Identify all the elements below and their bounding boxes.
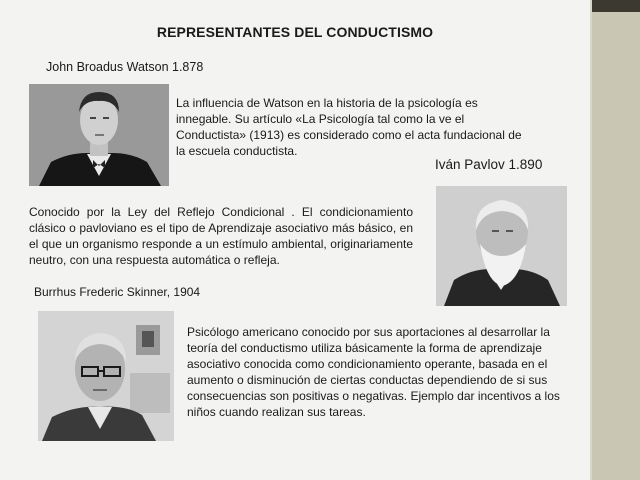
skinner-description: Psicólogo americano conocido por sus aportaciones al desarrollar la teoría del conductismo utiliza básicamente la forma de aprendizaje asociativo conocida como condicionamiento operante, basada en el aumento o disminución de ciertas conductas dependiendo de si sus consecuencias son positivas o negativas. Ejemplo dar incentivos a los niños cuando realizan sus tareas. [187, 325, 560, 419]
watson-photo [29, 84, 169, 186]
pavlov-description: Conocido por la Ley del Reflejo Condicional . El condicionamiento clásico o pavloviano es el tipo de Aprendizaje asociativo más básico, en el que un organismo responde a un estímulo ambiental, originariamente neutro, con una respuesta automática o refleja. [29, 205, 413, 267]
watson-name: John Broadus Watson 1.878 [46, 60, 204, 74]
side-bar-top [592, 0, 640, 12]
pavlov-name: Iván Pavlov 1.890 [435, 157, 543, 172]
side-bar [592, 0, 640, 480]
watson-description: La influencia de Watson en la historia de la psicología es innegable. Su artículo «La Psicología tal como la ve el Conductista» (1913) es considerado como el acta fundacional de la escuela conductista. [176, 96, 522, 158]
slide-title: REPRESENTANTES DEL CONDUCTISMO [156, 24, 434, 40]
skinner-name: Burrhus Frederic Skinner, 1904 [34, 285, 201, 299]
pavlov-photo [436, 186, 567, 306]
skinner-photo [38, 311, 174, 441]
